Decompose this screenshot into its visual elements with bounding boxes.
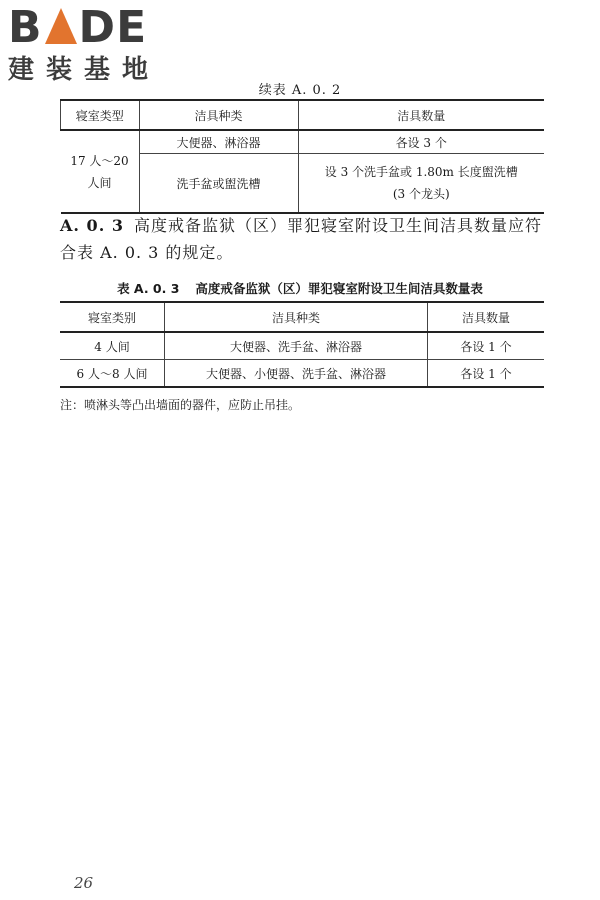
table2-header-cell: 洁具数量: [428, 302, 545, 332]
table-row: [61, 130, 545, 154]
table2-caption-number: 表 A. 0. 3: [117, 281, 180, 296]
table1-caption: 续表 A. 0. 2: [258, 83, 342, 98]
clause-text: 高度戒备监狱（区）罪犯寝室附设卫生间洁具数量应符合表 A. 0. 3 的规定。: [60, 216, 542, 262]
table1-cell: 大便器、淋浴器: [139, 130, 298, 154]
table2-cell: 各设 1 个: [428, 360, 545, 388]
table1-cell: 洗手盆或盥洗槽: [139, 154, 298, 214]
logo-triangle-icon: [45, 8, 77, 44]
table2-caption-title: 高度戒备监狱（区）罪犯寝室附设卫生间洁具数量表: [195, 281, 483, 296]
table-note: 注：喷淋头等凸出墙面的器件，应防止吊挂。: [60, 398, 301, 412]
logo-brand: [8, 4, 178, 52]
table1-header-cell: 寝室类型: [61, 100, 140, 130]
table2: [60, 301, 544, 388]
logo-subtitle: 建装基地: [8, 55, 161, 85]
table-row: [60, 332, 544, 360]
table2-caption: [0, 279, 600, 297]
table1-cell: 各设 3 个: [298, 130, 544, 154]
table1-header-cell: 洁具种类: [139, 100, 298, 130]
clause-number: A. 0. 3: [60, 216, 124, 235]
table1-header-row: [61, 100, 545, 130]
table-row: [60, 360, 544, 388]
table1-header-cell: 洁具数量: [298, 100, 544, 130]
table2-cell: 大便器、小便器、洗手盆、淋浴器: [165, 360, 428, 388]
table2-cell: 各设 1 个: [428, 332, 545, 360]
table2-cell: 4 人间: [60, 332, 165, 360]
table2-header-cell: 洁具种类: [165, 302, 428, 332]
table2-header-cell: 寝室类别: [60, 302, 165, 332]
table2-cell: 6 人～8 人间: [60, 360, 165, 388]
table1-group-label: 17 人～20 人间: [61, 130, 140, 213]
table1-cell: 设 3 个洗手盆或 1.80m 长度盥洗槽 (3 个龙头): [298, 154, 544, 214]
table1: [60, 99, 544, 214]
table2-header-row: [60, 302, 544, 332]
logo-brand-right: DE: [78, 2, 148, 53]
clause-paragraph: [60, 212, 550, 266]
table2-cell: 大便器、洗手盆、淋浴器: [165, 332, 428, 360]
logo-brand-left: B: [8, 2, 43, 53]
page-number: 26: [74, 874, 94, 892]
